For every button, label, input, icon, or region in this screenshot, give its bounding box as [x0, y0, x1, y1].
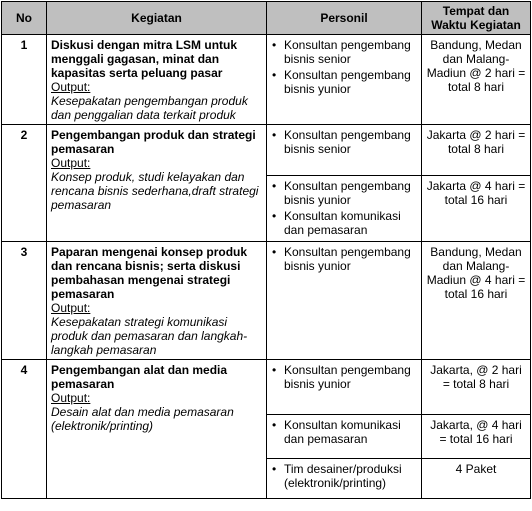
output-label: Output:	[51, 301, 91, 315]
tempat-waktu-cell: 4 Paket	[422, 459, 531, 499]
table-row	[2, 360, 531, 415]
table-body	[2, 35, 531, 499]
kegiatan-title: Diskusi dengan mitra LSM untuk menggali gagasan, minat dan kapasitas serta peluang pasar	[51, 38, 238, 80]
header-kegiatan: Kegiatan	[47, 2, 267, 35]
bullet-icon: •	[272, 245, 277, 259]
table-row	[2, 242, 531, 360]
tempat-waktu-cell: Jakarta, @ 2 hari = total 8 hari	[422, 360, 531, 415]
row-number: 4	[2, 360, 47, 499]
personil-cell	[267, 125, 422, 176]
kegiatan-cell	[47, 35, 267, 125]
kegiatan-title: Pengembangan alat dan media pemasaran	[51, 363, 228, 391]
personil-list	[270, 363, 418, 391]
header-tempat: Tempat dan Waktu Kegiatan	[422, 2, 531, 35]
bullet-icon: •	[272, 462, 277, 476]
personil-cell	[267, 242, 422, 360]
bullet-icon: •	[272, 68, 277, 82]
output-text: Desain alat dan media pemasaran (elektronik/printing)	[51, 405, 234, 433]
tempat-waktu-cell: Jakarta @ 2 hari = total 8 hari	[422, 125, 531, 176]
table-row	[2, 125, 531, 176]
bullet-icon: •	[272, 128, 277, 142]
kegiatan-title: Paparan mengenai konsep produk dan rencana bisnis; serta diskusi pembahasan mengenai strategi pemasaran	[51, 245, 248, 301]
tempat-waktu-cell: Bandung, Medan dan Malang-Madiun @ 2 hari = total 8 hari	[422, 35, 531, 125]
kegiatan-cell	[47, 360, 267, 499]
bullet-icon: •	[272, 179, 277, 193]
header-personil: Personil	[267, 2, 422, 35]
row-number: 3	[2, 242, 47, 360]
table-header-row	[2, 2, 531, 35]
personil-list	[270, 128, 418, 156]
list-item	[270, 418, 418, 446]
personil-text: Konsultan komunikasi dan pemasaran	[284, 209, 401, 237]
list-item	[270, 363, 418, 391]
tempat-waktu-cell: Jakarta @ 4 hari = total 16 hari	[422, 176, 531, 242]
list-item	[270, 128, 418, 156]
list-item	[270, 68, 418, 96]
row-number: 1	[2, 35, 47, 125]
personil-cell	[267, 459, 422, 499]
kegiatan-title: Pengembangan produk dan strategi pemasaran	[51, 128, 256, 156]
bullet-icon: •	[272, 209, 277, 223]
tempat-waktu-cell: Bandung, Medan dan Malang-Madiun @ 4 hari = total 16 hari	[422, 242, 531, 360]
list-item	[270, 245, 418, 273]
personil-text: Konsultan pengembang bisnis yunior	[284, 179, 411, 207]
list-item	[270, 179, 418, 207]
personil-list	[270, 179, 418, 237]
personil-text: Konsultan pengembang bisnis senior	[284, 38, 411, 66]
output-text: Kesepakatan pengembangan produk dan penggalian data terkait produk	[51, 94, 248, 122]
personil-list	[270, 38, 418, 96]
bullet-icon: •	[272, 363, 277, 377]
activity-table	[1, 1, 531, 499]
list-item	[270, 462, 418, 490]
personil-cell	[267, 176, 422, 242]
output-label: Output:	[51, 391, 91, 405]
personil-text: Konsultan pengembang bisnis yunior	[284, 245, 411, 273]
list-item	[270, 38, 418, 66]
kegiatan-cell	[47, 125, 267, 242]
bullet-icon: •	[272, 418, 277, 432]
output-label: Output:	[51, 156, 91, 170]
output-text: Kesepakatan strategi komunikasi produk dan pemasaran dan langkah-langkah pemasaran	[51, 315, 248, 357]
personil-list	[270, 462, 418, 490]
output-label: Output:	[51, 80, 91, 94]
list-item	[270, 209, 418, 237]
personil-cell	[267, 35, 422, 125]
bullet-icon: •	[272, 38, 277, 52]
personil-list	[270, 245, 418, 273]
kegiatan-cell	[47, 242, 267, 360]
personil-list	[270, 418, 418, 446]
personil-text: Konsultan komunikasi dan pemasaran	[284, 418, 401, 446]
header-no: No	[2, 2, 47, 35]
row-number: 2	[2, 125, 47, 242]
personil-cell	[267, 415, 422, 459]
personil-text: Tim desainer/produksi (elektronik/printing)	[284, 462, 402, 490]
personil-text: Konsultan pengembang bisnis yunior	[284, 363, 411, 391]
personil-text: Konsultan pengembang bisnis yunior	[284, 68, 411, 96]
personil-cell	[267, 360, 422, 415]
output-text: Konsep produk, studi kelayakan dan rencana bisnis sederhana,draft strategi pemasaran	[51, 170, 259, 212]
table-row	[2, 35, 531, 125]
personil-text: Konsultan pengembang bisnis senior	[284, 128, 411, 156]
tempat-waktu-cell: Jakarta, @ 4 hari = total 16 hari	[422, 415, 531, 459]
